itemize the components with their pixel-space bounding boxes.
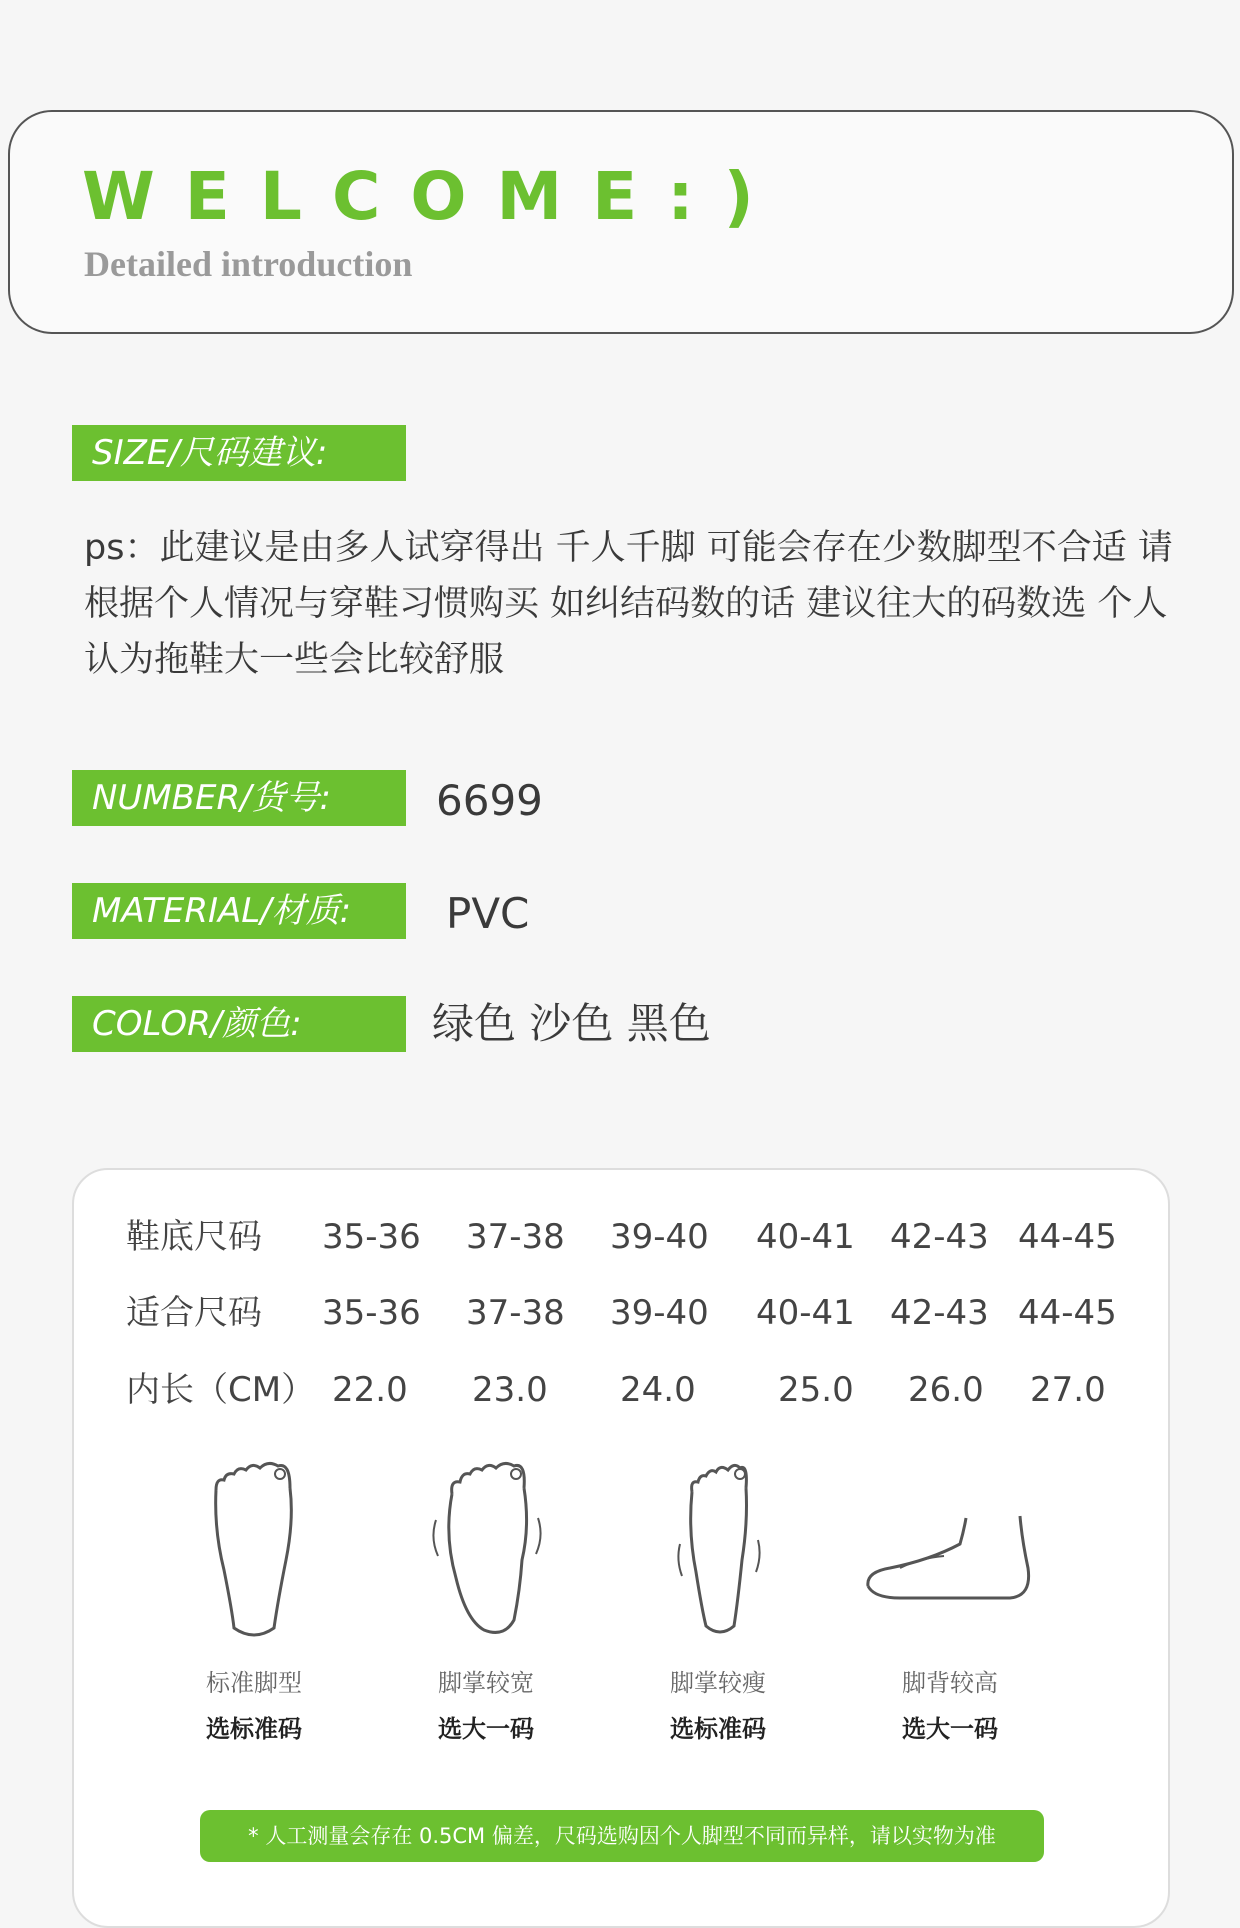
- table-cell: 35-36: [322, 1293, 421, 1333]
- table-cell: 26.0: [908, 1370, 984, 1410]
- table-cell: 24.0: [620, 1370, 696, 1410]
- wide-foot-icon: [426, 1460, 546, 1640]
- table-cell: 39-40: [610, 1217, 709, 1257]
- color-value: 绿色 沙色 黑色: [432, 999, 711, 1048]
- table-cell: 37-38: [466, 1217, 565, 1257]
- foot-type-label: 脚背较高: [902, 1669, 998, 1697]
- table-cell: 23.0: [472, 1370, 548, 1410]
- table-cell: 39-40: [610, 1293, 709, 1333]
- table-cell: 40-41: [756, 1293, 855, 1333]
- table-cell: 22.0: [332, 1370, 408, 1410]
- welcome-title: WELCOME:): [82, 158, 784, 235]
- number-tag: NUMBER/货号:: [72, 770, 406, 826]
- table-row: [74, 1212, 1168, 1262]
- table-cell: 40-41: [756, 1217, 855, 1257]
- foot-type-wide: [376, 1460, 596, 1744]
- table-row: [74, 1365, 1168, 1415]
- narrow-foot-icon: [658, 1460, 778, 1640]
- table-cell: 42-43: [890, 1217, 989, 1257]
- table-cell: 27.0: [1030, 1370, 1106, 1410]
- size-chart-panel: [72, 1168, 1170, 1928]
- table-cell: 44-45: [1018, 1293, 1117, 1333]
- foot-type-label: 脚掌较瘦: [670, 1669, 766, 1697]
- material-value: PVC: [446, 889, 530, 938]
- high-instep-foot-icon: [860, 1460, 1040, 1640]
- foot-type-high-instep: [840, 1460, 1060, 1744]
- measurement-notice: * 人工测量会存在 0.5CM 偏差，尺码选购因个人脚型不同而异样，请以实物为准: [200, 1810, 1044, 1862]
- foot-type-label: 脚掌较宽: [438, 1669, 534, 1697]
- table-row: [74, 1288, 1168, 1338]
- table-cell: 25.0: [778, 1370, 854, 1410]
- number-value: 6699: [436, 776, 543, 825]
- table-cell: 37-38: [466, 1293, 565, 1333]
- material-tag: MATERIAL/材质:: [72, 883, 406, 939]
- foot-advice-label: 选大一码: [438, 1715, 534, 1743]
- foot-type-narrow: [608, 1460, 828, 1744]
- table-cell: 44-45: [1018, 1217, 1117, 1257]
- foot-type-standard: [144, 1460, 364, 1744]
- table-cell: 35-36: [322, 1217, 421, 1257]
- size-tag: SIZE/尺码建议:: [72, 425, 406, 481]
- row-label: 适合尺码: [126, 1293, 262, 1333]
- foot-advice-label: 选大一码: [902, 1715, 998, 1743]
- welcome-banner: [8, 110, 1234, 334]
- color-tag: COLOR/颜色:: [72, 996, 406, 1052]
- foot-advice-label: 选标准码: [206, 1715, 302, 1743]
- foot-type-label: 标准脚型: [206, 1669, 302, 1697]
- row-label: 内长（CM）: [126, 1370, 316, 1410]
- table-cell: 42-43: [890, 1293, 989, 1333]
- row-label: 鞋底尺码: [126, 1217, 262, 1257]
- foot-advice-label: 选标准码: [670, 1715, 766, 1743]
- welcome-subtitle: Detailed introduction: [84, 244, 413, 284]
- size-note: ps：此建议是由多人试穿得出 千人千脚 可能会存在少数脚型不合适 请根据个人情况与穿鞋习惯购买 如纠结码数的话 建议往大的码数选 个人认为拖鞋大一些会比较舒服: [84, 528, 1173, 680]
- standard-foot-icon: [194, 1460, 314, 1640]
